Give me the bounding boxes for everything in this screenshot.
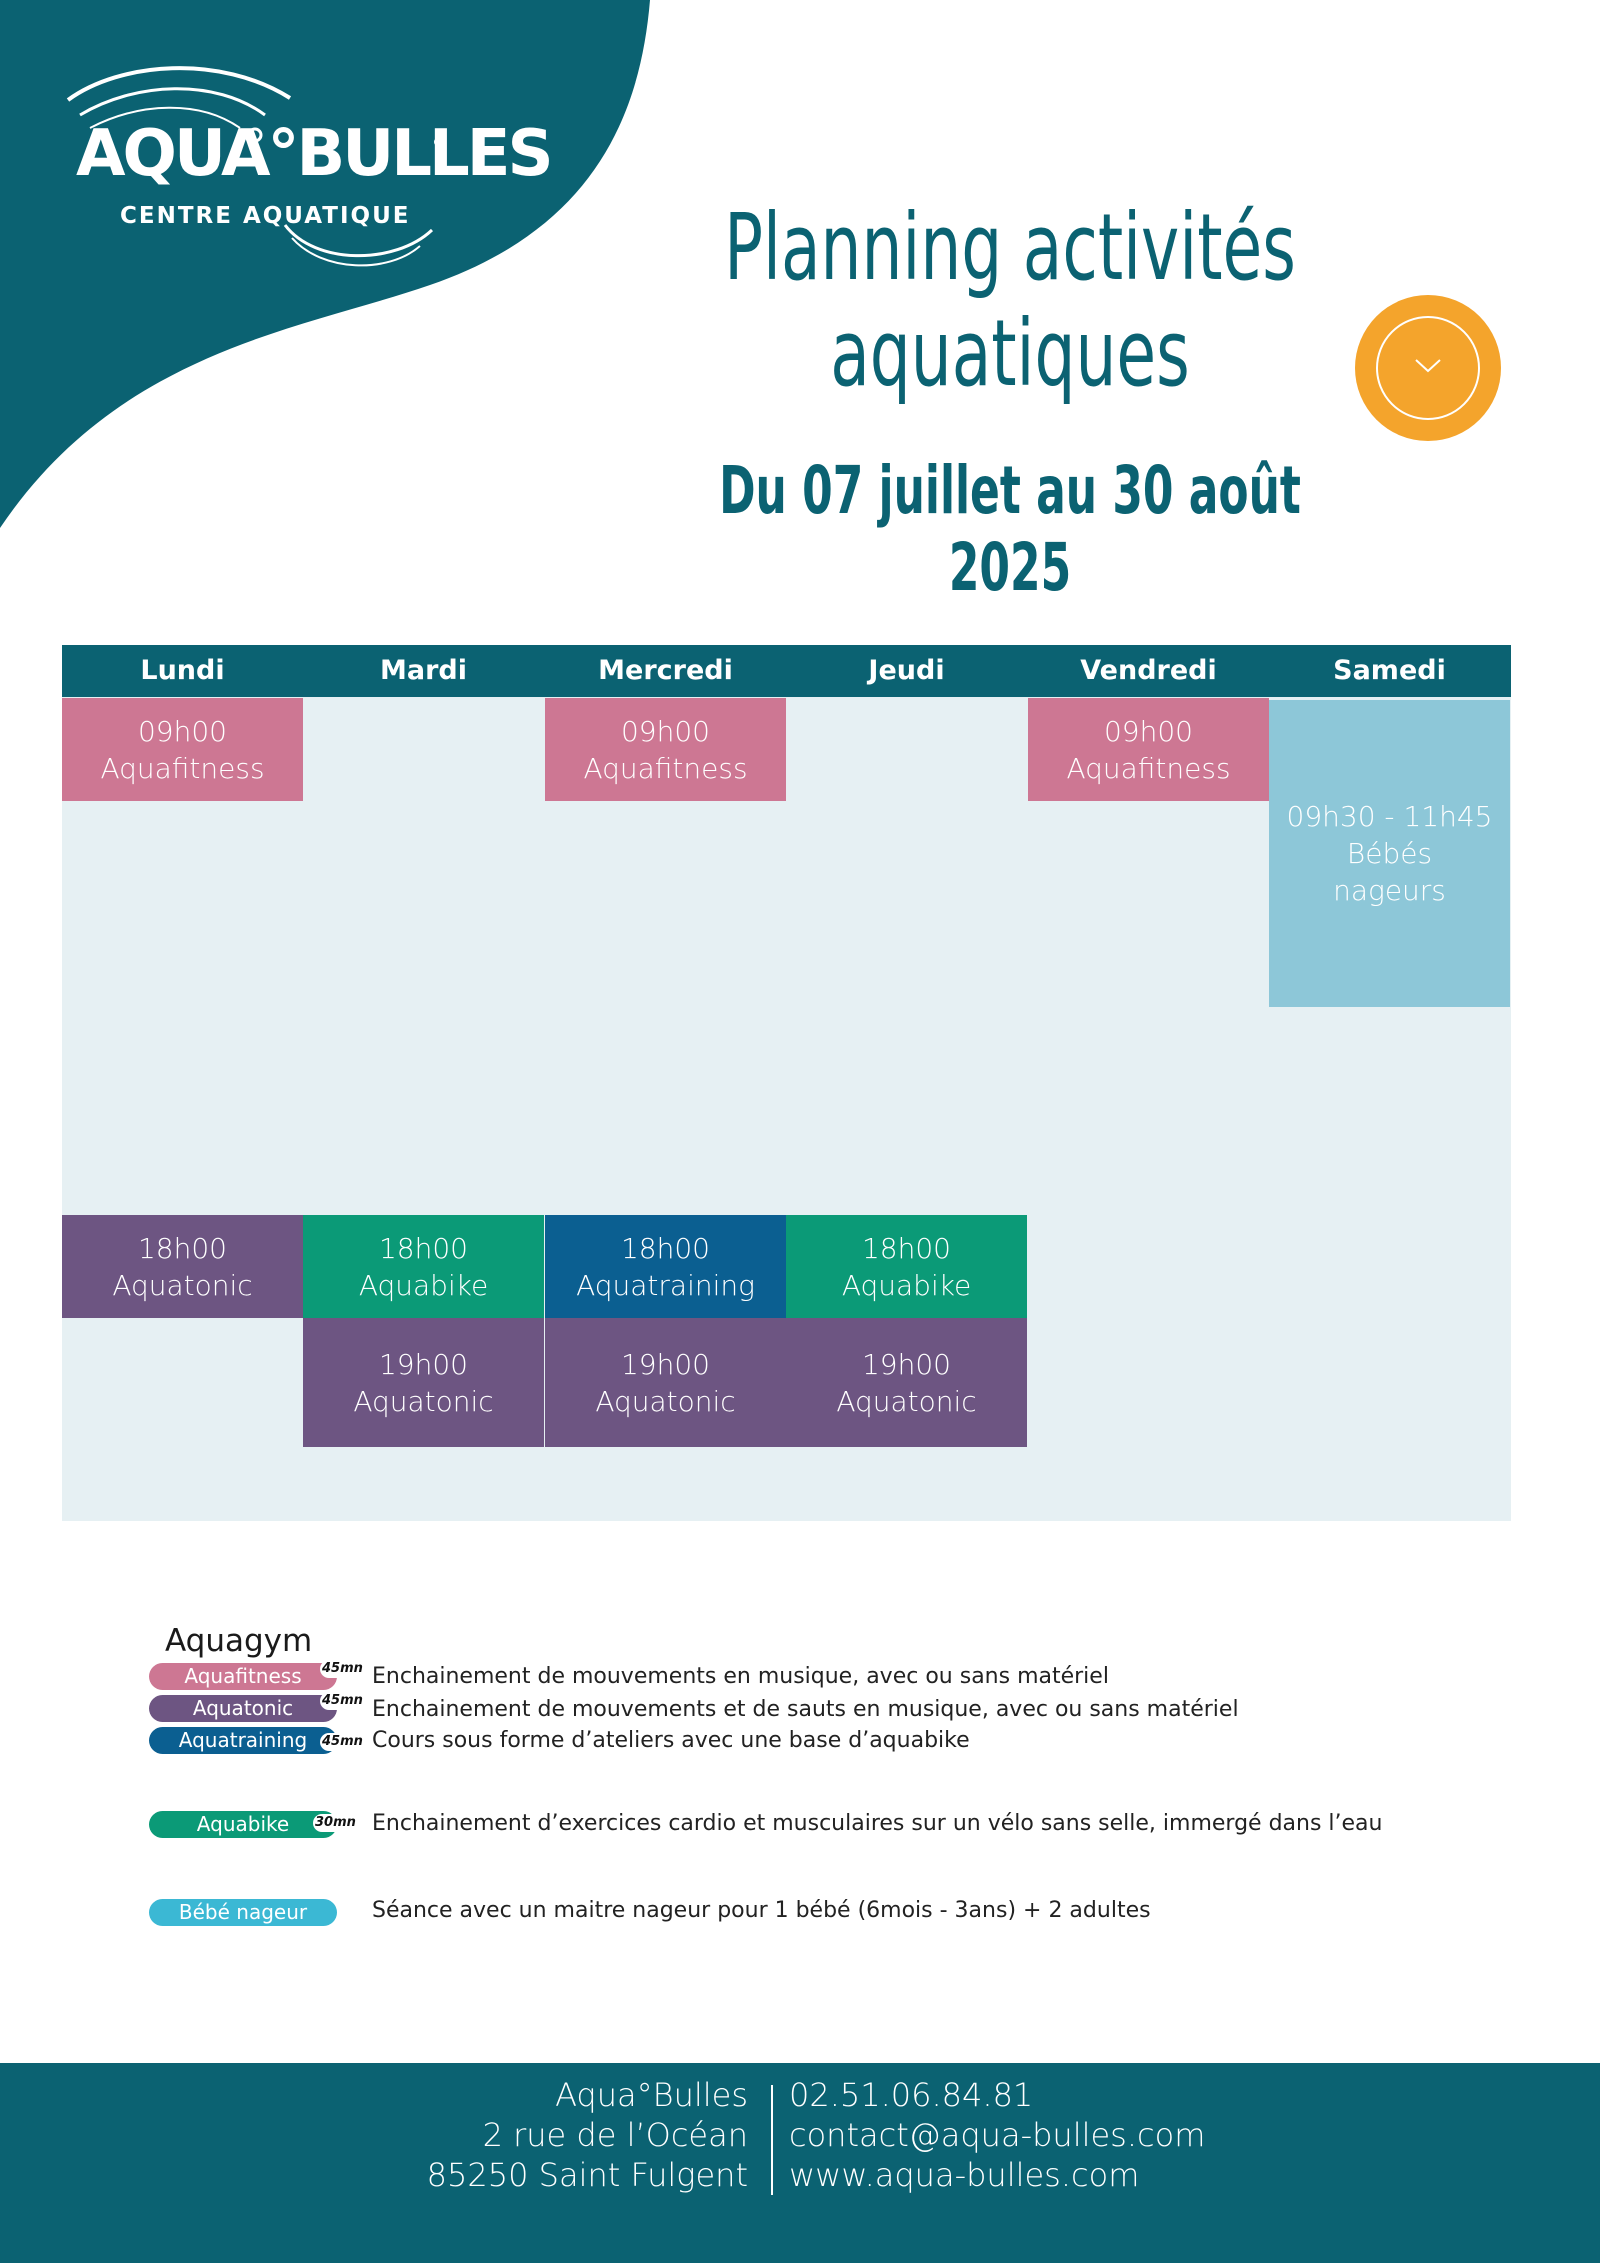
page-title <box>706 195 1314 407</box>
slot-activity: Aquabike <box>841 1268 972 1302</box>
period-heading: Du 07 juillet au 30 août 2025 <box>719 452 1301 606</box>
slot-activity: Aquafitness <box>1066 751 1231 785</box>
slot-time: 18h00 <box>378 1231 468 1265</box>
slot-activity: Aquatonic <box>353 1384 494 1418</box>
footer-city: 85250 Saint Fulgent <box>426 2156 748 2194</box>
slot-time: 18h00 <box>861 1231 951 1265</box>
slot-activity: Aquatonic <box>595 1384 736 1418</box>
slot-time: 09h30 - 11h45 <box>1286 800 1493 833</box>
slot-time: 19h00 <box>620 1347 710 1381</box>
slot-activity-line1: Bébés <box>1346 837 1433 870</box>
legend-description: Enchainement de mouvements en musique, avec ou sans matériel <box>372 1664 1109 1689</box>
legend-duration-badge: 30mn <box>315 1815 356 1830</box>
footer-website[interactable]: www.aqua-bulles.com <box>789 2156 1140 2194</box>
legend-pill-aquafitness: Aquafitness <box>149 1663 337 1690</box>
day-header-mercredi: Mercredi <box>598 655 733 686</box>
slot-activity: Aquatraining <box>576 1268 755 1302</box>
slot-activity-line2: nageurs <box>1333 874 1446 907</box>
clock-hands-icon <box>1355 295 1501 441</box>
slot-time: 18h00 <box>137 1231 227 1265</box>
legend-group-title: Aquagym <box>165 1623 313 1659</box>
legend-description: Séance avec un maitre nageur pour 1 bébé (6mois - 3ans) + 2 adultes <box>372 1898 1151 1923</box>
footer-phone[interactable]: 02.51.06.84.81 <box>789 2076 1034 2114</box>
logo-wordmark: AQUA°BULLES <box>76 117 551 191</box>
slot-mardi-1900 <box>303 1318 544 1447</box>
footer-street: 2 rue de l’Océan <box>482 2116 748 2154</box>
slot-mercredi-1800 <box>545 1215 786 1318</box>
logo-tagline: CENTRE AQUATIQUE <box>120 203 411 229</box>
footer-divider <box>771 2085 773 2195</box>
slot-time: 19h00 <box>861 1347 951 1381</box>
day-header-vendredi: Vendredi <box>1080 655 1217 686</box>
footer-email[interactable]: contact@aqua-bulles.com <box>789 2116 1206 2154</box>
legend-pill-aquabike: Aquabike <box>149 1811 337 1838</box>
slot-activity: Aquatonic <box>836 1384 977 1418</box>
page-title-line2: aquatiques <box>830 300 1190 407</box>
legend-description: Enchainement de mouvements et de sauts en musique, avec ou sans matériel <box>372 1697 1239 1722</box>
legend-description: Cours sous forme d’ateliers avec une base d’aquabike <box>372 1728 970 1753</box>
slot-jeudi-1900 <box>786 1318 1027 1447</box>
legend-pill-aquatonic: Aquatonic <box>149 1695 337 1722</box>
schedule-grid <box>62 645 1511 1521</box>
slot-time: 09h00 <box>137 714 227 748</box>
slot-lundi-1800 <box>62 1215 303 1318</box>
footer-address <box>427 2075 748 2195</box>
day-header-mardi: Mardi <box>380 655 467 686</box>
legend-description: Enchainement d’exercices cardio et musculaires sur un vélo sans selle, immergé dans l’eau <box>372 1811 1383 1836</box>
day-header-lundi: Lundi <box>140 655 225 686</box>
slot-samedi-bebes-nageurs <box>1269 700 1510 1007</box>
slot-activity: Aquafitness <box>100 751 265 785</box>
slot-activity: Aquatonic <box>112 1268 253 1302</box>
slot-time: 09h00 <box>620 714 710 748</box>
slot-activity: Aquafitness <box>583 751 748 785</box>
slot-activity: Aquabike <box>358 1268 489 1302</box>
legend-duration-badge: 45mn <box>322 1661 363 1676</box>
slot-time: 19h00 <box>378 1347 468 1381</box>
day-header-jeudi: Jeudi <box>868 655 945 686</box>
footer-contact <box>789 2075 1205 2195</box>
slot-jeudi-1800 <box>786 1215 1027 1318</box>
slot-mardi-1800 <box>303 1215 544 1318</box>
slot-mercredi-0900 <box>545 698 786 801</box>
legend-pill-aquatraining: Aquatraining <box>149 1727 337 1754</box>
slot-mercredi-1900 <box>545 1318 786 1447</box>
legend-duration-badge: 45mn <box>322 1734 363 1749</box>
page-title-line1: Planning activités <box>724 194 1296 301</box>
footer-name: Aqua°Bulles <box>555 2076 748 2114</box>
legend-duration-badge: 45mn <box>322 1693 363 1708</box>
slot-time: 09h00 <box>1103 714 1193 748</box>
clock-icon <box>1355 295 1501 441</box>
slot-time: 18h00 <box>620 1231 710 1265</box>
day-header-samedi: Samedi <box>1333 655 1446 686</box>
slot-lundi-0900 <box>62 698 303 801</box>
footer <box>0 2063 1600 2263</box>
legend-pill-bebe-nageur: Bébé nageur <box>149 1899 337 1926</box>
logo <box>60 60 551 280</box>
slot-vendredi-0900 <box>1028 698 1269 801</box>
